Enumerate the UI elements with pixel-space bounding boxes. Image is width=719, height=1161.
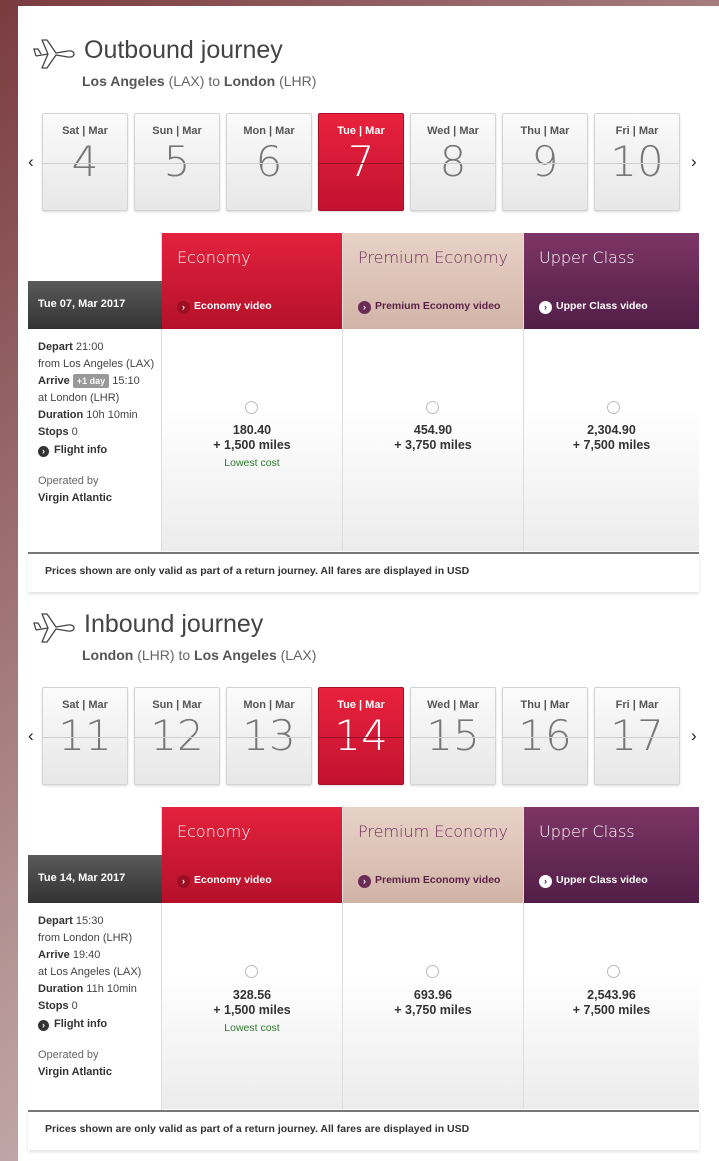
flight-info: Depart 21:00 from Los Angeles (LAX) Arrive +1 day 15:10 at London (LHR) Duration 10h 10min Stops 0 › Flight info Operated by Virgin Atlantic: [38, 339, 160, 507]
economy-column: [162, 807, 343, 1109]
class-name: Economy: [177, 822, 251, 841]
selected-date-bar: Tue 14, Mar 2017: [28, 855, 162, 903]
play-circle-icon: ›: [539, 301, 552, 314]
upper-class-column: [524, 233, 699, 551]
date-tile[interactable]: Fri | Mar 17: [594, 687, 680, 785]
fare-price: 180.40 + 1,500 miles: [213, 423, 291, 452]
inbound-section: [18, 580, 719, 1155]
journey-title: Inbound journey: [84, 610, 264, 638]
fare-price: 2,543.96 + 7,500 miles: [572, 988, 651, 1017]
date-tile[interactable]: Fri | Mar 10: [594, 113, 680, 211]
fare-radio[interactable]: [426, 401, 439, 414]
flight-selection-page: [18, 6, 719, 1161]
date-tile[interactable]: Sun | Mar 5: [134, 113, 220, 211]
route-summary: Los Angeles (LAX) to London (LHR): [82, 73, 317, 89]
fare-radio[interactable]: [426, 965, 439, 978]
date-tile[interactable]: Sat | Mar 4: [42, 113, 128, 211]
flight-info-link[interactable]: › Flight info: [38, 442, 160, 459]
plane-icon: [32, 610, 76, 646]
date-tile[interactable]: Thu | Mar 9: [502, 113, 588, 211]
chevron-left-icon[interactable]: ‹: [28, 152, 34, 171]
route-summary: London (LHR) to Los Angeles (LAX): [82, 647, 317, 663]
fare-price: 693.96 + 3,750 miles: [394, 988, 472, 1017]
play-circle-icon: ›: [177, 301, 190, 314]
fare-radio[interactable]: [607, 965, 620, 978]
lowest-cost-label: Lowest cost: [224, 1022, 280, 1034]
date-tile-selected[interactable]: Tue | Mar 14: [318, 687, 404, 785]
class-name: Premium Economy: [358, 248, 508, 267]
premium-economy-column: [343, 807, 524, 1109]
play-circle-icon: ›: [358, 875, 371, 888]
class-name: Premium Economy: [358, 822, 508, 841]
date-tile[interactable]: Mon | Mar 13: [226, 687, 312, 785]
flight-details: [28, 807, 162, 1125]
date-tile[interactable]: Thu | Mar 16: [502, 687, 588, 785]
premium-economy-column: [343, 233, 524, 551]
fare-price: 2,304.90 + 7,500 miles: [572, 423, 651, 452]
date-carousel: [42, 113, 683, 213]
upper-class-video-link[interactable]: › Upper Class video: [539, 300, 648, 314]
premium-economy-video-link[interactable]: › Premium Economy video: [358, 874, 500, 888]
upper-class-video-link[interactable]: › Upper Class video: [539, 874, 648, 888]
play-circle-icon: ›: [177, 875, 190, 888]
date-carousel: [42, 687, 683, 787]
chevron-right-icon[interactable]: ›: [691, 726, 697, 745]
fare-radio[interactable]: [245, 401, 258, 414]
chevron-right-icon[interactable]: ›: [691, 152, 697, 171]
fare-disclaimer: Prices shown are only valid as part of a return journey. All fares are displayed in USD: [28, 1110, 699, 1150]
chevron-left-icon[interactable]: ‹: [28, 726, 34, 745]
economy-video-link[interactable]: › Economy video: [177, 300, 272, 314]
fare-radio[interactable]: [607, 401, 620, 414]
flight-info: Depart 15:30 from London (LHR) Arrive 19:40 at Los Angeles (LAX) Duration 11h 10min Stops 0 › Flight info Operated by Virgin Atlantic: [38, 913, 160, 1081]
economy-column: [162, 233, 343, 551]
class-name: Upper Class: [539, 248, 635, 267]
date-tile[interactable]: Wed | Mar 15: [410, 687, 496, 785]
plane-icon: [32, 36, 76, 72]
upper-class-column: [524, 807, 699, 1109]
play-circle-icon: ›: [358, 301, 371, 314]
economy-video-link[interactable]: › Economy video: [177, 874, 272, 888]
fare-radio[interactable]: [245, 965, 258, 978]
fare-table: [28, 807, 699, 1125]
chevron-right-circle-icon: ›: [38, 1020, 49, 1031]
date-tile[interactable]: Mon | Mar 6: [226, 113, 312, 211]
plus-day-badge: +1 day: [73, 374, 109, 388]
date-tile-selected[interactable]: Tue | Mar 7: [318, 113, 404, 211]
outbound-section: [18, 6, 719, 581]
chevron-right-circle-icon: ›: [38, 446, 49, 457]
date-tile[interactable]: Sun | Mar 12: [134, 687, 220, 785]
play-circle-icon: ›: [539, 875, 552, 888]
date-tile[interactable]: Sat | Mar 11: [42, 687, 128, 785]
fare-price: 454.90 + 3,750 miles: [394, 423, 472, 452]
flight-info-link[interactable]: › Flight info: [38, 1016, 160, 1033]
journey-title: Outbound journey: [84, 36, 283, 64]
fare-price: 328.56 + 1,500 miles: [213, 988, 291, 1017]
selected-date-bar: Tue 07, Mar 2017: [28, 281, 162, 329]
lowest-cost-label: Lowest cost: [224, 457, 280, 469]
class-name: Upper Class: [539, 822, 635, 841]
class-name: Economy: [177, 248, 251, 267]
flight-details: [28, 233, 162, 551]
premium-economy-video-link[interactable]: › Premium Economy video: [358, 300, 500, 314]
date-tile[interactable]: Wed | Mar 8: [410, 113, 496, 211]
fare-disclaimer: Prices shown are only valid as part of a return journey. All fares are displayed in USD: [28, 552, 699, 592]
fare-table: [28, 233, 699, 551]
